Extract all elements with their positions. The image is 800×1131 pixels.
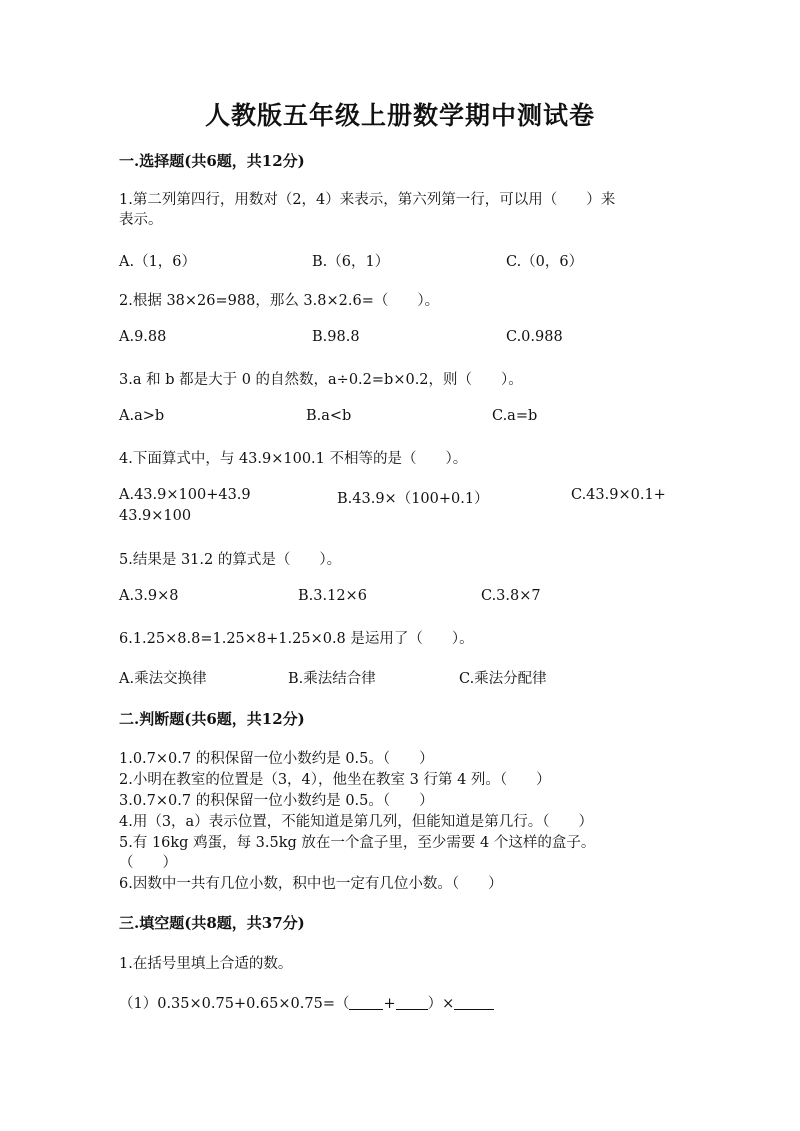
question-6-option-a: A.乘法交换律 xyxy=(119,671,207,687)
question-2-option-a: A.9.88 xyxy=(119,329,167,345)
section-heading-true-false: 二.判断题(共6题，共12分) xyxy=(119,710,305,728)
fill-question-1-part-1 xyxy=(119,992,494,1013)
judge-item-5-answer: （ ） xyxy=(119,855,177,871)
judge-item-4: 4.用（3，a）表示位置，不能知道是第几列，但能知道是第几行。（ ） xyxy=(119,814,593,830)
question-3-stem: 3.a 和 b 都是大于 0 的自然数，a÷0.2=b×0.2，则（ ）。 xyxy=(119,372,523,388)
section-heading-choice: 一.选择题(共6题，共12分) xyxy=(119,152,305,170)
question-5-option-c: C.3.8×7 xyxy=(481,588,541,604)
fill-expression-prefix: （1）0.35×0.75+0.65×0.75=（ xyxy=(119,996,350,1012)
judge-item-2: 2.小明在教室的位置是（3，4），他坐在教室 3 行第 4 列。（ ） xyxy=(119,772,551,788)
question-3-option-c: C.a=b xyxy=(492,408,538,424)
question-1-option-b: B.（6，1） xyxy=(312,254,390,270)
question-1-line2: 表示。 xyxy=(119,212,163,228)
question-2-stem: 2.根据 38×26=988，那么 3.8×2.6=（ ）。 xyxy=(119,293,440,309)
question-1-option-c: C.（0，6） xyxy=(506,254,584,270)
fill-question-1-stem: 1.在括号里填上合适的数。 xyxy=(119,956,293,972)
question-2-option-b: B.98.8 xyxy=(312,329,360,345)
fill-expression-close: ）× xyxy=(427,996,455,1012)
question-6-option-c: C.乘法分配律 xyxy=(459,671,547,687)
question-3-option-b: B.a<b xyxy=(306,408,352,424)
question-6-stem: 6.1.25×8.8=1.25×8+1.25×0.8 是运用了（ ）。 xyxy=(119,631,474,647)
answer-blank-1[interactable] xyxy=(349,995,383,1010)
question-5-option-b: B.3.12×6 xyxy=(298,588,367,604)
question-4-option-a: A.43.9×100+43.9 xyxy=(119,487,251,503)
question-4-option-c: C.43.9×0.1+ xyxy=(571,487,666,503)
section-heading-fill-in: 三.填空题(共8题，共37分) xyxy=(119,914,305,932)
answer-blank-2[interactable] xyxy=(396,995,428,1010)
question-5-stem: 5.结果是 31.2 的算式是（ ）。 xyxy=(119,552,342,568)
plus-sign: + xyxy=(383,996,396,1012)
question-4-option-b: B.43.9×（100+0.1） xyxy=(337,491,489,507)
question-4-stem: 4.下面算式中，与 43.9×100.1 不相等的是（ ）。 xyxy=(119,451,468,467)
judge-item-5: 5.有 16kg 鸡蛋，每 3.5kg 放在一个盒子里，至少需要 4 个这样的盒子。 xyxy=(119,835,596,851)
judge-item-1: 1.0.7×0.7 的积保留一位小数约是 0.5。（ ） xyxy=(119,751,434,767)
page-title: 人教版五年级上册数学期中测试卷 xyxy=(204,101,595,130)
question-6-option-b: B.乘法结合律 xyxy=(288,671,376,687)
question-1-line1: 1.第二列第四行，用数对（2，4）来表示，第六列第一行，可以用（ ）来 xyxy=(119,192,616,208)
question-1-option-a: A.（1，6） xyxy=(119,254,197,270)
question-5-option-a: A.3.9×8 xyxy=(119,588,179,604)
answer-blank-3[interactable] xyxy=(454,995,494,1010)
question-2-option-c: C.0.988 xyxy=(506,329,563,345)
judge-item-6: 6.因数中一共有几位小数，积中也一定有几位小数。（ ） xyxy=(119,876,503,892)
judge-item-3: 3.0.7×0.7 的积保留一位小数约是 0.5。（ ） xyxy=(119,793,434,809)
question-4-option-c-continued: 43.9×100 xyxy=(119,508,192,524)
question-3-option-a: A.a>b xyxy=(119,408,165,424)
